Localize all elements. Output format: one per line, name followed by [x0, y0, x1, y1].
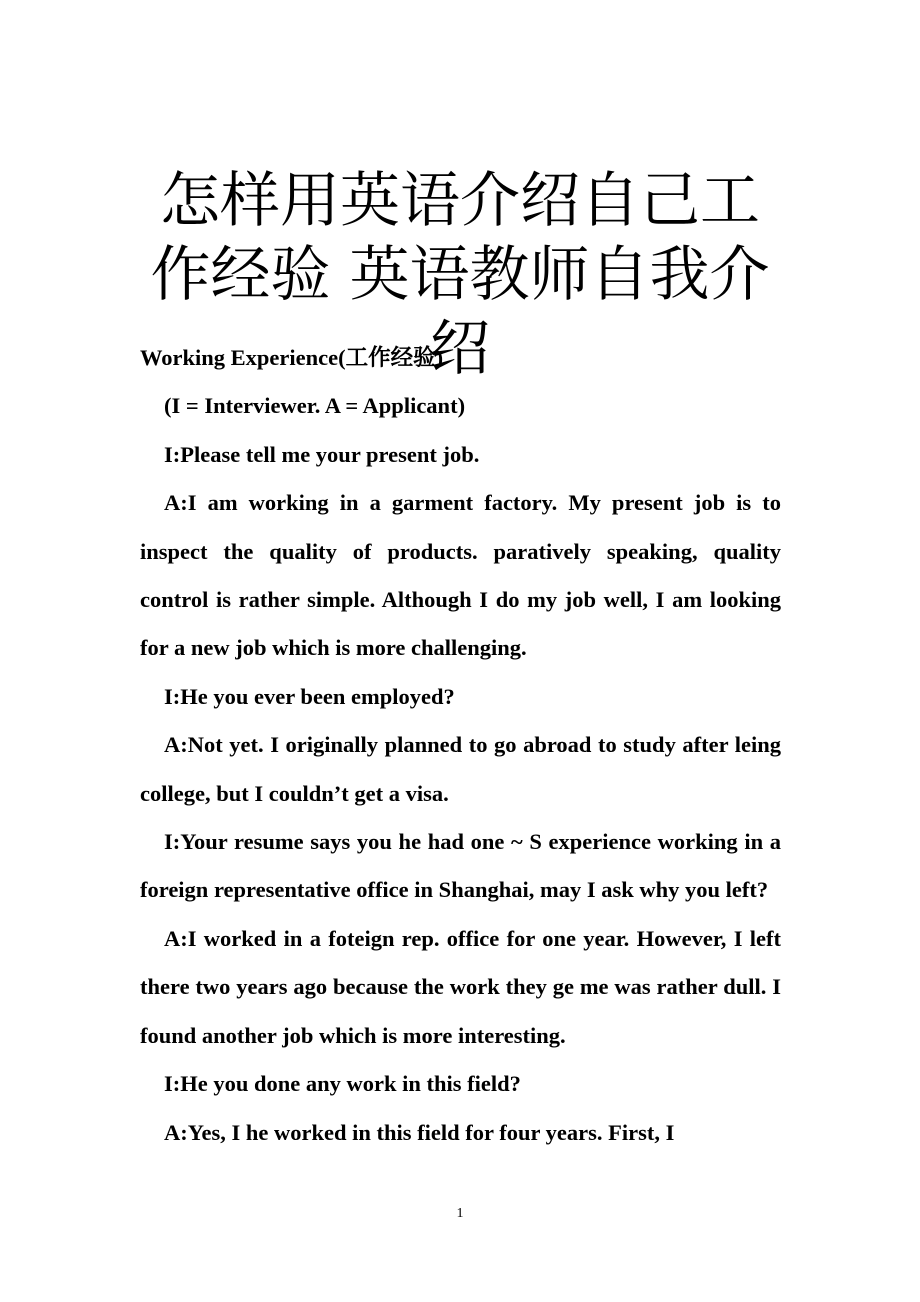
- document-title: 怎样用英语介绍自己工作经验 英语教师自我介绍: [150, 166, 770, 384]
- paragraph-question: I:Your resume says you he had one ~ S experience working in a foreign representative office in Shanghai, may I ask why you left?: [140, 829, 781, 903]
- paragraph-answer: A:Yes, I he worked in this field for four years. First, I: [164, 1119, 675, 1145]
- paragraph-question: I:Please tell me your present job.: [164, 441, 480, 467]
- paragraph-legend: (I = Interviewer. A = Applicant): [164, 393, 466, 419]
- document-body: [140, 334, 781, 1157]
- paragraph-answer: A:I worked in a foteign rep. office for one year. However, I left there two years ago because the work they ge me was rather dull. I found another job which is more interesting.: [140, 925, 781, 1048]
- paragraph-answer: A:Not yet. I originally planned to go abroad to study after leing college, but I couldn’t get a visa.: [140, 732, 781, 806]
- section-heading: Working Experience(工作经验): [140, 345, 444, 370]
- page-number: 1: [456, 1206, 464, 1221]
- paragraph-question: I:He you ever been employed?: [164, 683, 455, 709]
- paragraph-question: I:He you done any work in this field?: [164, 1071, 521, 1097]
- paragraph-answer: A:I am working in a garment factory. My present job is to inspect the quality of products. paratively speaking, quality control is rather simple. Although I do my job well, I am looking for a new job which is more challenging.: [140, 490, 781, 661]
